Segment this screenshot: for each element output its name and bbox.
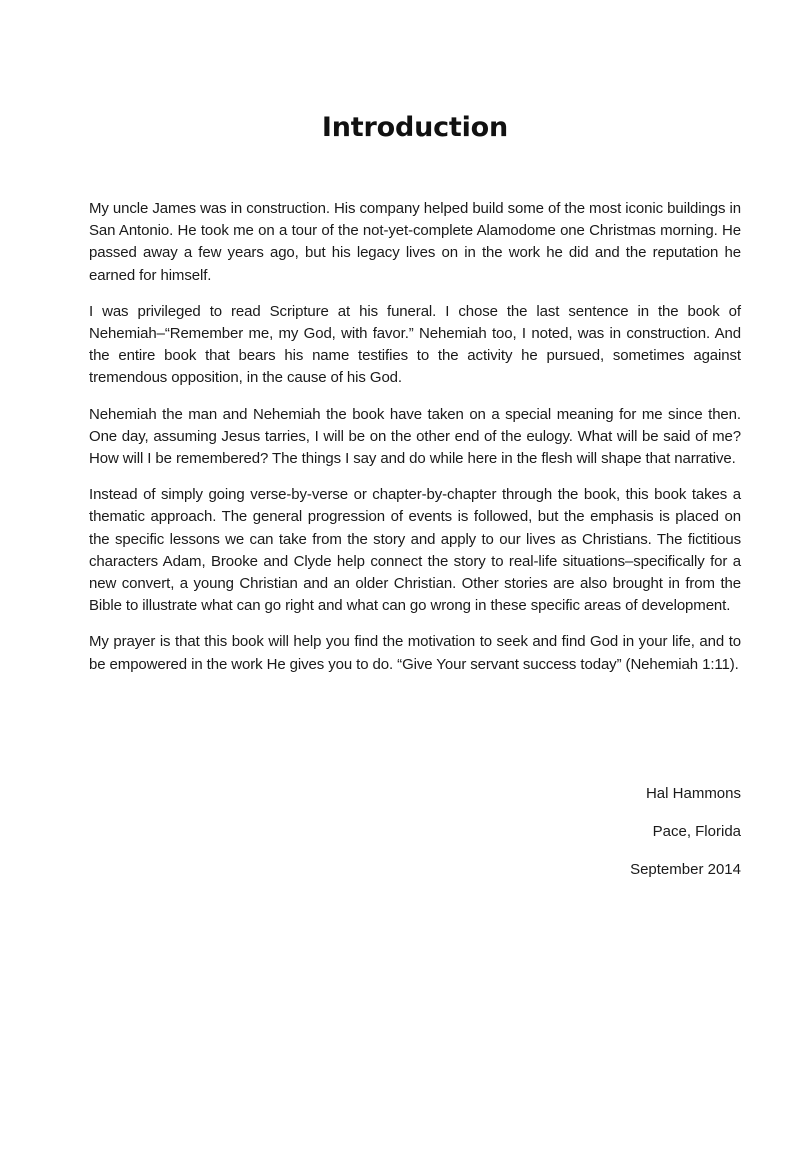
paragraph-4: Instead of simply going verse-by-verse or chapter-by-chapter through the book, this book takes a thematic approach. The general progression of events is followed, but the emphasis is placed on the specific lessons we can take from the story and apply to our lives as Christians. The fictitious characters Adam, Brooke and Clyde help connect the story to real-life situations–specifically for a new convert, a young Christian and an older Christian. Other stories are also brought in from the Bible to illustrate what can go right and what can go wrong in these specific areas of development. — [89, 486, 741, 615]
paragraph-2: I was privileged to read Scripture at his funeral. I chose the last sentence in the book of Nehemiah–“Remember me, my God, with favor.” Nehemiah too, I noted, was in construction. And the entire book that bears his name testifies to the activity he pursued, sometimes against tremendous opposition, in the cause of his God. — [89, 302, 741, 387]
paragraph-5: My prayer is that this book will help you find the motivation to seek and find God in your life, and to be empowered in the work He gives you to do. “Give Your servant success today” (Nehemiah 1:11). — [89, 633, 741, 673]
document-body — [89, 198, 741, 690]
signature-location: Pace, Florida — [652, 823, 741, 840]
paragraph-3: Nehemiah the man and Nehemiah the book have taken on a special meaning for me since then. One day, assuming Jesus tarries, I will be on the other end of the eulogy. What will be said of me? How will I be remembered? The things I say and do while here in the flesh will shape that narrative. — [89, 405, 741, 468]
signature-date: September 2014 — [630, 861, 741, 878]
paragraph-1: My uncle James was in construction. His company helped build some of the most iconic buildings in San Antonio. He took me on a tour of the not-yet-complete Alamodome one Christmas morning. He passed away a few years ago, but his legacy lives on in the work he did and the reputation he earned for himself. — [89, 200, 741, 284]
signature-author: Hal Hammons — [645, 785, 741, 802]
page-title: Introduction — [321, 112, 509, 143]
signature-block — [630, 784, 741, 898]
